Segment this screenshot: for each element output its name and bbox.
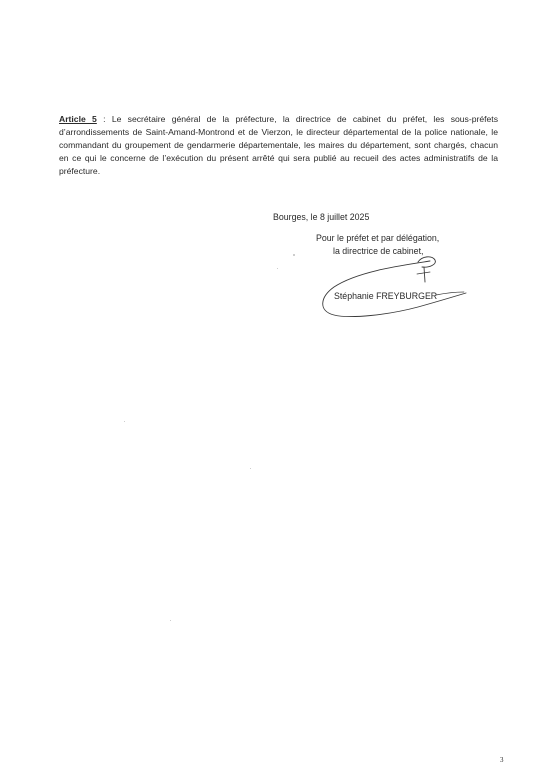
article-separator: : <box>96 114 112 124</box>
scan-speck <box>277 268 278 269</box>
article-body: Le secrétaire général de la préfecture, la directrice de cabinet du préfet, les sous-préfets d’arrondissements de Saint-Amand-Montrond et de Vierzon, le directeur départemental de la police nationale, le commandant du groupement de gendarmerie départementale, les maires du département, sont chargés, chacun en ce qui le concerne de l’exécution du présent arrêté qui sera publié au recueil des actes administratifs de la préfecture. <box>59 114 498 176</box>
signer-name: Stéphanie FREYBURGER <box>334 291 438 301</box>
place-date: Bourges, le 8 juillet 2025 <box>273 212 370 222</box>
page-number: 3 <box>500 756 504 764</box>
article-label: Article 5 <box>59 114 97 124</box>
delegation-block <box>316 232 439 257</box>
delegation-line-2: la directrice de cabinet, <box>333 245 424 256</box>
scan-speck <box>124 421 125 422</box>
scan-speck <box>250 468 251 469</box>
scan-speck <box>170 620 171 621</box>
article-5-paragraph <box>59 113 498 178</box>
delegation-line-1: Pour le préfet et par délégation, <box>316 233 440 243</box>
scan-speck <box>293 254 295 256</box>
